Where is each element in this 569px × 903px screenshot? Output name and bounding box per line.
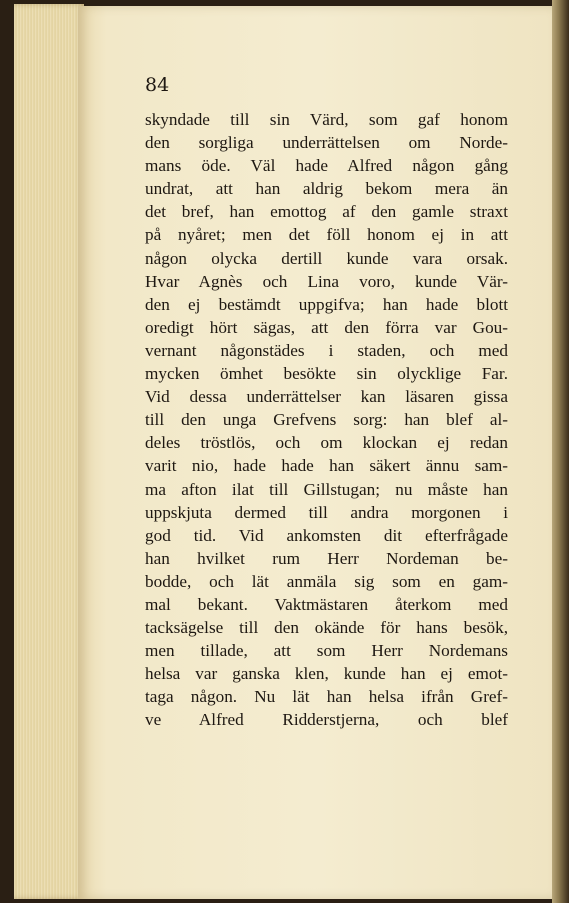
text-line: till den unga Grefvens sorg: han blef al- [145,410,508,430]
text-line: oredigt hört sägas, att den förra var Gou- [145,317,508,337]
text-line: vernant någonstädes i staden, och med [145,340,508,360]
text-line: bodde, och lät anmäla sig som en gam- [145,571,508,591]
text-line: mycken ömhet besökte sin olycklige Far. [145,364,508,384]
text-line: deles tröstlös, och om klockan ej redan [145,433,508,453]
text-line: ma afton ilat till Gillstugan; nu måste han [145,479,508,499]
text-line: god tid. Vid ankomsten dit efterfrågade [145,525,508,545]
text-line: det bref, han emottog af den gamle straxt [145,202,508,222]
text-line: undrat, att han aldrig bekom mera än [145,179,508,199]
text-line: Vid dessa underrättelser kan läsaren gissa [145,387,508,407]
text-line: han hvilket rum Herr Nordeman be- [145,548,508,568]
book-page [78,6,552,899]
text-line: på nyåret; men det föll honom ej in att [145,225,508,245]
text-line: taga någon. Nu lät han helsa ifrån Gref- [145,687,508,707]
text-line: mal bekant. Vaktmästaren återkom med [145,594,508,614]
text-line: skyndade till sin Värd, som gaf honom [145,110,508,129]
text-line: uppskjuta dermed till andra morgonen i [145,502,508,522]
text-line: tacksägelse till den okände för hans besök, [145,618,508,638]
binding-edge [552,0,569,903]
text-line: Hvar Agnès och Lina voro, kunde Vär- [145,271,508,291]
text-line: mans öde. Väl hade Alfred någon gång [145,156,508,176]
text-line: helsa var ganska klen, kunde han ej emot- [145,664,508,684]
body-text [145,108,508,732]
text-line: den ej bestämdt uppgifva; han hade blott [145,294,508,314]
text-line: någon olycka dertill kunde vara orsak. [145,248,508,268]
page-number: 84 [145,74,170,96]
text-line: ve Alfred Ridderstjerna, och blef [145,710,508,730]
page-edges [14,4,84,899]
text-line: varit nio, hade hade han säkert ännu sam- [145,456,508,476]
text-line: den sorgliga underrättelsen om Norde- [145,133,508,153]
text-line: men tillade, att som Herr Nordemans [145,641,508,661]
